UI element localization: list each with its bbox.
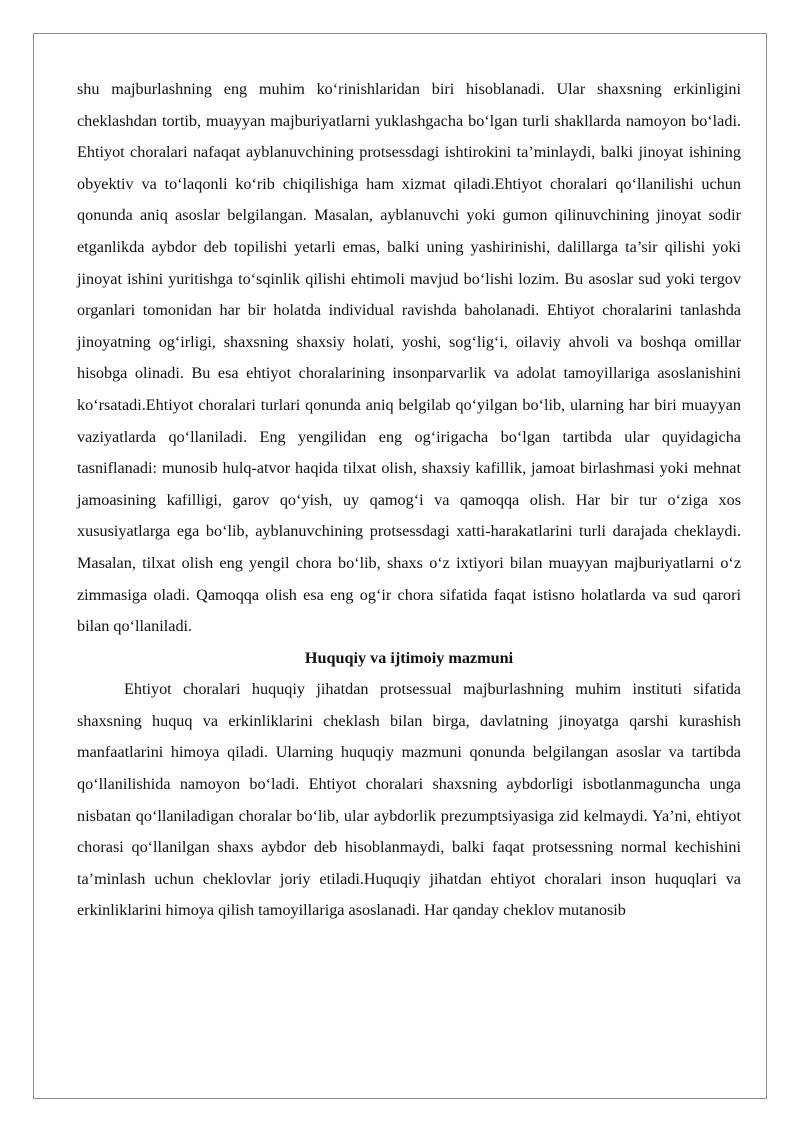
section-heading: Huquqiy va ijtimoiy mazmuni: [304, 648, 514, 667]
document-body: [77, 74, 741, 927]
body-paragraph-2: Ehtiyot choralari huquqiy jihatdan protsessual majburlashning muhim instituti sifatida shaxsning huquq va erkinliklarini cheklash bilan birga, davlatning jinoyatga qarshi kurashish manfaatlarini himoya qiladi. Ularning huquqiy mazmuni qonunda belgilangan asoslar va tartibda qo‘llanilishida namoyon bo‘ladi. Ehtiyot choralari shaxsning aybdorligi isbotlanmaguncha unga nisbatan qo‘llaniladigan choralar bo‘lib, ular aybdorlik prezumptsiyasiga zid kelmaydi. Ya’ni, ehtiyot chorasi qo‘llanilgan shaxs aybdor deb hisoblanmaydi, balki faqat protsessning normal kechishini ta’minlash uchun cheklovlar joriy etiladi.Huquqiy jihatdan ehtiyot choralari inson huquqlari va erkinliklarini himoya qilish tamoyillariga asoslanadi. Har qanday cheklov mutanosib: [77, 680, 741, 920]
body-paragraph-1: shu majburlashning eng muhim ko‘rinishlaridan biri hisoblanadi. Ular shaxsning erkinligini cheklashdan tortib, muayyan majburiyatlarni yuklashgacha bo‘lgan turli shakllarda namoyon bo‘ladi. Ehtiyot choralari nafaqat ayblanuvchining protsessdagi ishtirokini ta’minlaydi, balki jinoyat ishining obyektiv va to‘laqonli ko‘rib chiqilishiga ham xizmat qiladi.Ehtiyot choralari qo‘llanilishi uchun qonunda aniq asoslar belgilangan. Masalan, ayblanuvchi yoki gumon qilinuvchining jinoyat sodir etganlikda aybdor deb topilishi yetarli emas, balki uning yashirinishi, dalillarga ta’sir qilishi yoki jinoyat ishini yuritishga to‘sqinlik qilishi ehtimoli mavjud bo‘lishi lozim. Bu asoslar sud yoki tergov organlari tomonidan har bir holatda individual ravishda baholanadi. Ehtiyot choralarini tanlashda jinoyatning og‘irligi, shaxsning shaxsiy holati, yoshi, sog‘lig‘i, oilaviy ahvoli va boshqa omillar hisobga olinadi. Bu esa ehtiyot choralarining insonparvarlik va adolat tamoyillariga asoslanishini ko‘rsatadi.Ehtiyot choralari turlari qonunda aniq belgilab qo‘yilgan bo‘lib, ularning har biri muayyan vaziyatlarda qo‘llaniladi. Eng yengilidan eng og‘irigacha bo‘lgan tartibda ular quyidagicha tasniflanadi: munosib hulq-atvor haqida tilxat olish, shaxsiy kafillik, jamoat birlashmasi yoki mehnat jamoasining kafilligi, garov qo‘yish, uy qamog‘i va qamoqqa olish. Har bir tur o‘ziga xos xususiyatlarga ega bo‘lib, ayblanuvchining protsessdagi xatti-harakatlarini turli darajada cheklaydi. Masalan, tilxat olish eng yengil chora bo‘lib, shaxs o‘z ixtiyori bilan muayyan majburiyatlarni o‘z zimmasiga oladi. Qamoqqa olish esa eng og‘ir chora sifatida faqat istisno holatlarda va sud qarori bilan qo‘llaniladi.: [77, 80, 741, 636]
